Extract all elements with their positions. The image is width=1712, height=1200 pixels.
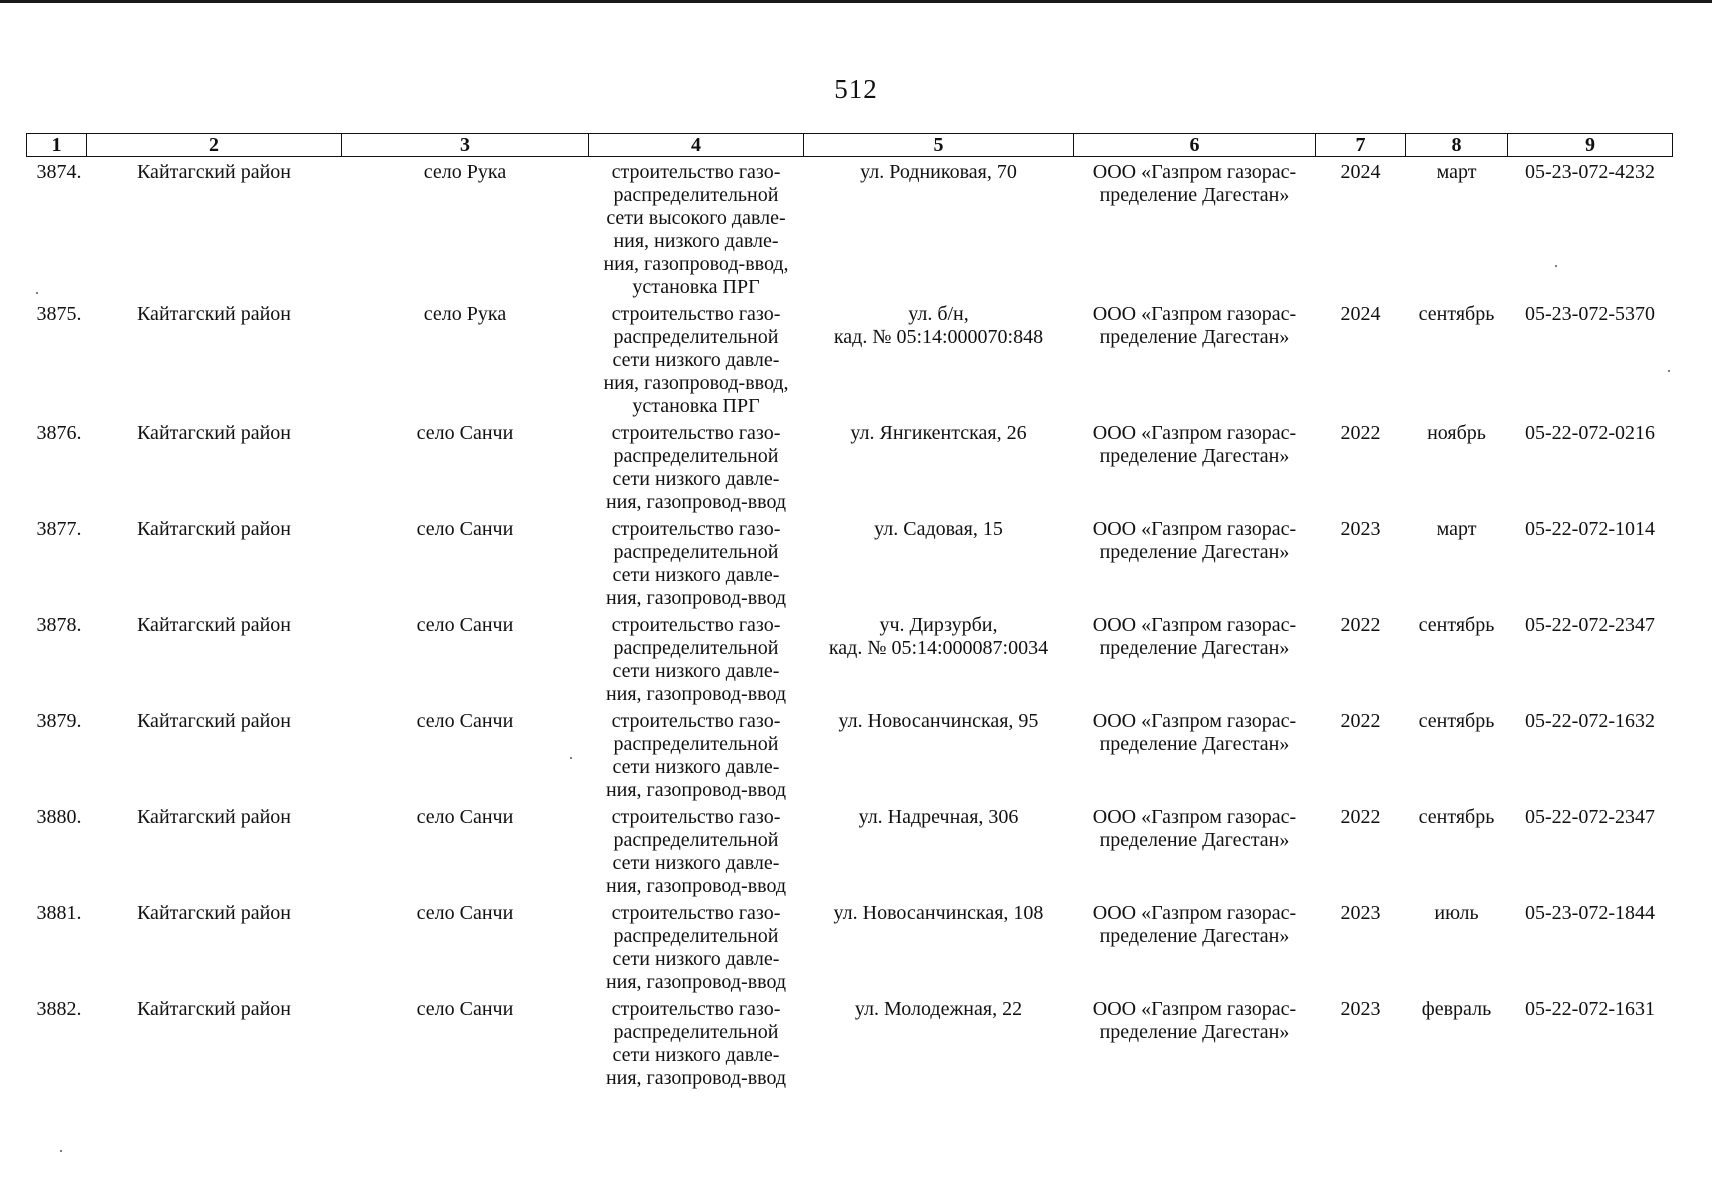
- table-row: [27, 514, 1673, 610]
- district-cell: Кайтагский район: [136, 518, 291, 540]
- year-cell: 2022: [1340, 710, 1381, 732]
- code-cell: 05-22-072-1014: [1525, 518, 1655, 540]
- month-cell: сентябрь: [1418, 806, 1495, 828]
- district-cell: Кайтагский район: [136, 614, 291, 636]
- settlement-cell: село Санчи: [416, 518, 514, 540]
- table-row: [27, 802, 1673, 898]
- column-header: 1: [27, 134, 87, 157]
- work-description-cell: строительство газо- распределительной сети низкого давле- ния, газопровод-ввод, установка ПРГ: [603, 303, 789, 417]
- scan-speck: [36, 292, 38, 294]
- year-cell: 2022: [1340, 806, 1381, 828]
- organization-cell: ООО «Газпром газорас- пределение Дагестан»: [1092, 902, 1297, 947]
- year-cell: 2023: [1340, 518, 1381, 540]
- work-description-cell: строительство газо- распределительной сети низкого давле- ния, газопровод-ввод: [605, 902, 787, 993]
- organization-cell: ООО «Газпром газорас- пределение Дагестан»: [1092, 161, 1297, 206]
- registry-table: [26, 133, 1673, 1090]
- address-cell: ул. Родниковая, 70: [860, 161, 1017, 183]
- scan-speck: [570, 757, 572, 759]
- scan-speck: [1555, 265, 1557, 267]
- month-cell: март: [1436, 161, 1477, 183]
- month-cell: июль: [1434, 902, 1479, 924]
- code-cell: 05-23-072-1844: [1525, 902, 1655, 924]
- district-cell: Кайтагский район: [136, 303, 291, 325]
- month-cell: февраль: [1421, 998, 1492, 1020]
- work-description-cell: строительство газо- распределительной сети низкого давле- ния, газопровод-ввод: [605, 998, 787, 1089]
- table-row: [27, 706, 1673, 802]
- row-number: 3881.: [36, 902, 82, 924]
- column-header: 9: [1508, 134, 1673, 157]
- row-number: 3879.: [36, 710, 82, 732]
- work-description-cell: строительство газо- распределительной сети низкого давле- ния, газопровод-ввод: [605, 422, 787, 513]
- code-cell: 05-22-072-0216: [1525, 422, 1655, 444]
- district-cell: Кайтагский район: [136, 998, 291, 1020]
- address-cell: ул. Молодежная, 22: [854, 998, 1023, 1020]
- code-cell: 05-22-072-2347: [1525, 614, 1655, 636]
- table-row: [27, 418, 1673, 514]
- column-header: 2: [87, 134, 342, 157]
- year-cell: 2022: [1340, 614, 1381, 636]
- settlement-cell: село Санчи: [416, 806, 514, 828]
- organization-cell: ООО «Газпром газорас- пределение Дагестан»: [1092, 998, 1297, 1043]
- column-header: 4: [589, 134, 804, 157]
- organization-cell: ООО «Газпром газорас- пределение Дагестан»: [1092, 614, 1297, 659]
- year-cell: 2024: [1340, 303, 1381, 325]
- row-number: 3875.: [36, 303, 82, 325]
- settlement-cell: село Санчи: [416, 422, 514, 444]
- settlement-cell: село Санчи: [416, 902, 514, 924]
- month-cell: сентябрь: [1418, 710, 1495, 732]
- code-cell: 05-22-072-1632: [1525, 710, 1655, 732]
- table-row: [27, 994, 1673, 1090]
- address-cell: ул. Надречная, 306: [858, 806, 1019, 828]
- column-header: 7: [1316, 134, 1406, 157]
- work-description-cell: строительство газо- распределительной сети низкого давле- ния, газопровод-ввод: [605, 710, 787, 801]
- district-cell: Кайтагский район: [136, 806, 291, 828]
- year-cell: 2022: [1340, 422, 1381, 444]
- organization-cell: ООО «Газпром газорас- пределение Дагестан»: [1092, 806, 1297, 851]
- top-border-line: [0, 0, 1712, 3]
- organization-cell: ООО «Газпром газорас- пределение Дагестан»: [1092, 518, 1297, 563]
- table-row: [27, 299, 1673, 418]
- work-description-cell: строительство газо- распределительной сети высокого давле- ния, низкого давле- ния, газопровод-ввод, установка ПРГ: [603, 161, 789, 298]
- year-cell: 2024: [1340, 161, 1381, 183]
- year-cell: 2023: [1340, 998, 1381, 1020]
- district-cell: Кайтагский район: [136, 902, 291, 924]
- address-cell: ул. Новосанчинская, 95: [838, 710, 1039, 732]
- organization-cell: ООО «Газпром газорас- пределение Дагестан»: [1092, 422, 1297, 467]
- row-number: 3876.: [36, 422, 82, 444]
- row-number: 3880.: [36, 806, 82, 828]
- district-cell: Кайтагский район: [136, 710, 291, 732]
- address-cell: ул. Садовая, 15: [874, 518, 1003, 540]
- address-cell: ул. Янгикентская, 26: [850, 422, 1027, 444]
- year-cell: 2023: [1340, 902, 1381, 924]
- code-cell: 05-23-072-4232: [1525, 161, 1655, 183]
- row-number: 3882.: [36, 998, 82, 1020]
- header-row: [27, 134, 1673, 157]
- column-header: 8: [1406, 134, 1508, 157]
- work-description-cell: строительство газо- распределительной сети низкого давле- ния, газопровод-ввод: [605, 806, 787, 897]
- registry-table-container: [26, 133, 1672, 1090]
- settlement-cell: село Санчи: [416, 998, 514, 1020]
- month-cell: март: [1436, 518, 1477, 540]
- table-row: [27, 157, 1673, 300]
- organization-cell: ООО «Газпром газорас- пределение Дагестан»: [1092, 303, 1297, 348]
- column-header: 5: [804, 134, 1074, 157]
- page-number: 512: [834, 74, 878, 104]
- settlement-cell: село Рука: [423, 303, 507, 325]
- table-row: [27, 898, 1673, 994]
- settlement-cell: село Рука: [423, 161, 507, 183]
- settlement-cell: село Санчи: [416, 614, 514, 636]
- district-cell: Кайтагский район: [136, 422, 291, 444]
- row-number: 3874.: [36, 161, 82, 183]
- organization-cell: ООО «Газпром газорас- пределение Дагестан»: [1092, 710, 1297, 755]
- address-cell: ул. б/н, кад. № 05:14:000070:848: [833, 303, 1044, 348]
- scan-speck: [1668, 370, 1670, 372]
- row-number: 3878.: [36, 614, 82, 636]
- month-cell: ноябрь: [1427, 422, 1486, 444]
- settlement-cell: село Санчи: [416, 710, 514, 732]
- table-row: [27, 610, 1673, 706]
- column-header: 3: [342, 134, 589, 157]
- district-cell: Кайтагский район: [136, 161, 291, 183]
- work-description-cell: строительство газо- распределительной сети низкого давле- ния, газопровод-ввод: [605, 614, 787, 705]
- work-description-cell: строительство газо- распределительной сети низкого давле- ния, газопровод-ввод: [605, 518, 787, 609]
- month-cell: сентябрь: [1418, 614, 1495, 636]
- row-number: 3877.: [36, 518, 82, 540]
- code-cell: 05-23-072-5370: [1525, 303, 1655, 325]
- code-cell: 05-22-072-2347: [1525, 806, 1655, 828]
- code-cell: 05-22-072-1631: [1525, 998, 1655, 1020]
- address-cell: уч. Дирзурби, кад. № 05:14:000087:0034: [828, 614, 1049, 659]
- month-cell: сентябрь: [1418, 303, 1495, 325]
- scan-speck: [60, 1150, 62, 1152]
- address-cell: ул. Новосанчинская, 108: [833, 902, 1044, 924]
- column-header: 6: [1074, 134, 1316, 157]
